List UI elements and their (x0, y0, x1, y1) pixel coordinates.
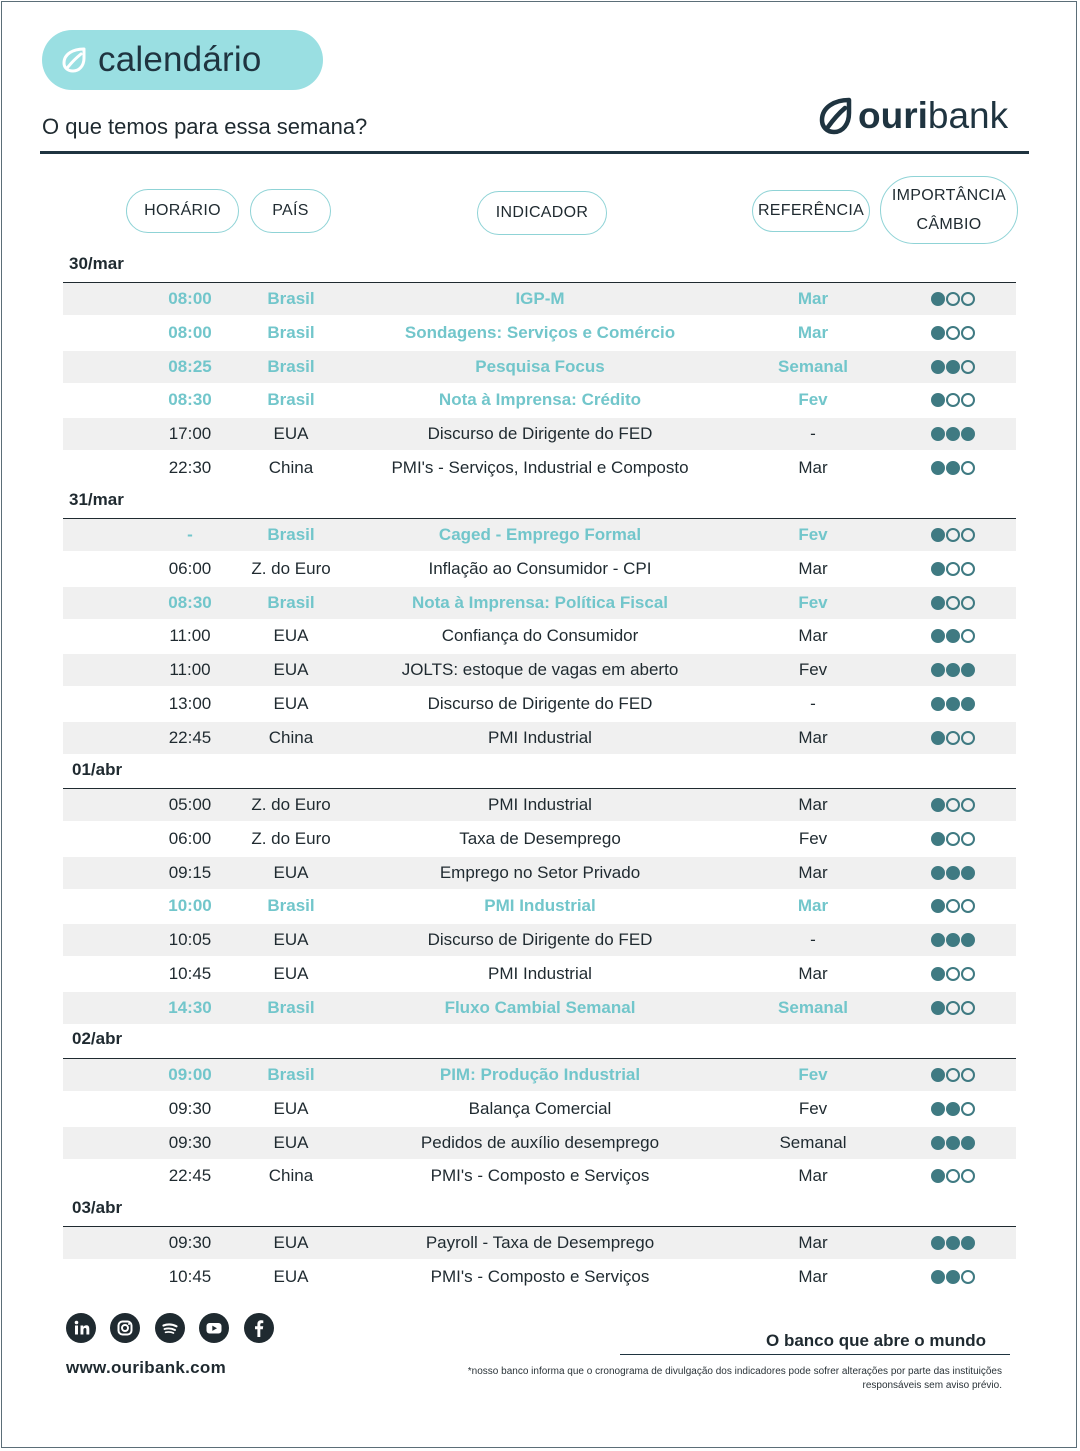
column-header-importance-line1: IMPORTÂNCIA (891, 187, 1007, 204)
header-divider (40, 151, 1029, 154)
row-indicator: Discurso de Dirigente do FED (427, 424, 653, 444)
importance-dot-filled (946, 427, 960, 441)
row-indicator: Discurso de Dirigente do FED (427, 930, 653, 950)
linkedin-icon[interactable] (66, 1313, 96, 1343)
table-row (63, 1127, 1016, 1159)
importance-dot-filled (946, 933, 960, 947)
importance-dot-filled (961, 1236, 975, 1250)
table-row (63, 317, 1016, 349)
table-row (63, 519, 1016, 551)
importance-dot-empty (961, 899, 975, 913)
table-row (63, 1160, 1016, 1192)
row-country: Z. do Euro (251, 558, 331, 578)
importance-rating (923, 1261, 983, 1293)
row-country: Brasil (267, 525, 315, 544)
importance-rating (923, 384, 983, 416)
row-reference: Fev (798, 828, 828, 848)
importance-dot-empty (946, 1001, 960, 1015)
disclaimer-line2: responsáveis sem aviso prévio. (862, 1380, 1002, 1391)
row-reference: Fev (798, 1065, 828, 1084)
row-country: EUA (273, 626, 309, 646)
importance-dot-filled (961, 1136, 975, 1150)
row-country: EUA (273, 964, 309, 983)
importance-dot-empty (961, 1270, 975, 1284)
column-header-time: HORÁRIO (126, 189, 239, 233)
importance-dot-empty (946, 798, 960, 812)
importance-rating (923, 1059, 983, 1091)
column-header-importance (880, 176, 1018, 244)
row-time: 22:30 (168, 458, 212, 477)
importance-rating (923, 823, 983, 855)
table-row (63, 992, 1016, 1024)
row-reference: Mar (797, 289, 829, 308)
importance-rating (923, 418, 983, 450)
row-country: EUA (273, 1266, 309, 1286)
row-time: 14:30 (168, 997, 212, 1017)
row-time: 05:00 (168, 795, 212, 814)
importance-rating (923, 283, 983, 315)
importance-dot-filled (931, 1236, 945, 1250)
importance-dot-empty (961, 1169, 975, 1183)
table-row (63, 823, 1016, 855)
row-country: EUA (273, 1098, 309, 1118)
importance-dot-empty (946, 832, 960, 846)
row-indicator: PMI Industrial (488, 964, 592, 983)
row-reference: Semanal (778, 997, 848, 1017)
row-time: 08:30 (168, 592, 212, 612)
importance-dot-empty (946, 393, 960, 407)
spotify-icon[interactable] (155, 1313, 185, 1343)
importance-rating (923, 992, 983, 1024)
importance-dot-filled (931, 697, 945, 711)
table-row (63, 1227, 1016, 1259)
row-country: EUA (273, 1132, 309, 1152)
table-row (63, 620, 1016, 652)
row-country: Brasil (267, 1065, 315, 1084)
row-reference: Mar (797, 322, 829, 342)
row-reference: Semanal (779, 1132, 847, 1152)
row-country: Brasil (267, 356, 315, 376)
row-time: 06:00 (168, 558, 212, 578)
day-label: 02/abr (72, 1029, 123, 1048)
importance-dot-filled (931, 461, 945, 475)
importance-rating (923, 351, 983, 383)
row-reference: Fev (798, 660, 828, 680)
row-indicator: PMI's - Serviços, Industrial e Composto (391, 458, 689, 477)
row-country: Brasil (267, 592, 315, 612)
importance-dot-filled (946, 1270, 960, 1284)
row-time: - (187, 525, 193, 544)
instagram-icon[interactable] (110, 1313, 140, 1343)
table-row (63, 418, 1016, 450)
table-row (63, 351, 1016, 383)
importance-rating (923, 553, 983, 585)
row-country: China (268, 458, 314, 477)
row-country: Brasil (267, 289, 315, 308)
row-reference: - (810, 424, 816, 444)
row-indicator: Taxa de Desemprego (459, 828, 621, 848)
brand-name-bold: ouri (858, 95, 928, 136)
row-indicator: PMI Industrial (488, 795, 592, 814)
importance-dot-empty (961, 596, 975, 610)
row-time: 08:30 (168, 390, 212, 410)
importance-dot-filled (931, 663, 945, 677)
row-indicator: Fluxo Cambial Semanal (444, 997, 636, 1017)
table-row (63, 722, 1016, 754)
row-time: 08:25 (168, 356, 212, 376)
importance-dot-filled (961, 866, 975, 880)
importance-rating (923, 519, 983, 551)
row-time: 13:00 (168, 694, 212, 713)
importance-rating (923, 587, 983, 619)
table-row (63, 384, 1016, 416)
importance-dot-filled (931, 326, 945, 340)
importance-dot-filled (946, 1136, 960, 1150)
importance-dot-empty (946, 1068, 960, 1082)
importance-rating (923, 890, 983, 922)
row-country: Brasil (267, 322, 315, 342)
row-reference: Mar (798, 795, 828, 814)
importance-rating (923, 317, 983, 349)
row-time: 09:30 (168, 1233, 212, 1252)
row-indicator: Pedidos de auxílio desemprego (420, 1132, 660, 1152)
footer-divider (620, 1354, 1010, 1355)
importance-dot-filled (931, 731, 945, 745)
row-country: EUA (273, 694, 309, 713)
row-time: 06:00 (168, 828, 212, 848)
row-reference: Mar (798, 458, 828, 477)
importance-dot-empty (946, 292, 960, 306)
row-reference: Mar (798, 558, 828, 578)
row-time: 09:30 (168, 1132, 212, 1152)
brand-logo (816, 94, 1008, 138)
column-header-indicator: INDICADOR (477, 191, 607, 235)
importance-dot-filled (931, 596, 945, 610)
day-label: 03/abr (72, 1198, 123, 1217)
importance-dot-filled (946, 461, 960, 475)
importance-rating (923, 620, 983, 652)
row-reference: Fev (798, 1098, 828, 1118)
importance-rating (923, 722, 983, 754)
importance-dot-empty (946, 899, 960, 913)
row-time: 22:45 (168, 727, 212, 747)
row-reference: Mar (798, 964, 828, 983)
importance-dot-filled (931, 798, 945, 812)
importance-dot-filled (931, 360, 945, 374)
row-time: 11:00 (169, 660, 211, 680)
importance-dot-empty (946, 596, 960, 610)
importance-dot-empty (961, 393, 975, 407)
importance-dot-filled (931, 866, 945, 880)
importance-dot-empty (961, 326, 975, 340)
importance-dot-empty (961, 562, 975, 576)
ouribank-leaf-icon (816, 96, 856, 136)
importance-dot-filled (931, 899, 945, 913)
importance-dot-empty (961, 967, 975, 981)
importance-rating (923, 958, 983, 990)
row-indicator: Sondagens: Serviços e Comércio (404, 322, 676, 342)
importance-dot-filled (946, 697, 960, 711)
importance-dot-empty (961, 528, 975, 542)
importance-dot-filled (961, 663, 975, 677)
table-row (63, 924, 1016, 956)
importance-dot-empty (946, 1169, 960, 1183)
row-indicator: Payroll - Taxa de Desemprego (425, 1233, 655, 1252)
row-country: Z. do Euro (251, 828, 331, 848)
importance-dot-filled (931, 832, 945, 846)
importance-dot-empty (961, 292, 975, 306)
importance-dot-empty (946, 326, 960, 340)
importance-rating (923, 789, 983, 821)
row-indicator: Balança Comercial (468, 1098, 612, 1118)
table-row (63, 890, 1016, 922)
importance-dot-filled (931, 1001, 945, 1015)
row-time: 08:00 (168, 322, 212, 342)
table-row (63, 283, 1016, 315)
importance-dot-filled (946, 866, 960, 880)
day-label: 01/abr (72, 760, 123, 779)
row-reference: Fev (798, 525, 828, 544)
importance-dot-filled (961, 933, 975, 947)
row-indicator: PMI Industrial (488, 727, 592, 747)
row-reference: Mar (798, 626, 828, 646)
row-reference: Mar (798, 1266, 828, 1286)
importance-dot-empty (961, 798, 975, 812)
importance-rating (923, 452, 983, 484)
row-indicator: IGP-M (515, 289, 565, 308)
row-time: 10:45 (168, 964, 212, 983)
importance-dot-filled (931, 1068, 945, 1082)
table-row (63, 857, 1016, 889)
importance-dot-empty (961, 629, 975, 643)
row-indicator: PMI Industrial (484, 896, 596, 916)
importance-dot-filled (946, 663, 960, 677)
page-subtitle: O que temos para essa semana? (42, 114, 368, 139)
column-header-importance-line2: CÂMBIO (916, 216, 982, 233)
row-indicator: Nota à Imprensa: Política Fiscal (411, 592, 669, 612)
row-time: 09:30 (168, 1098, 212, 1118)
importance-dot-empty (961, 1102, 975, 1116)
row-country: EUA (273, 424, 309, 444)
row-reference: Fev (798, 592, 828, 612)
importance-dot-filled (931, 1136, 945, 1150)
website-link[interactable]: www.ouribank.com (66, 1358, 227, 1377)
importance-dot-filled (946, 629, 960, 643)
row-reference: - (810, 930, 816, 950)
row-indicator: Discurso de Dirigente do FED (427, 694, 653, 713)
table-row (63, 1261, 1016, 1293)
row-reference: Fev (798, 390, 828, 410)
importance-dot-filled (931, 393, 945, 407)
page-title: calendário (98, 40, 262, 79)
importance-rating (923, 1127, 983, 1159)
importance-rating (923, 1227, 983, 1259)
importance-dot-filled (931, 427, 945, 441)
row-time: 10:05 (168, 930, 212, 950)
row-country: China (268, 727, 314, 747)
row-country: Brasil (267, 390, 315, 410)
row-country: EUA (273, 862, 309, 882)
title-badge (42, 30, 323, 90)
table-row (63, 654, 1016, 686)
importance-dot-empty (961, 461, 975, 475)
row-indicator: PIM: Produção Industrial (439, 1065, 641, 1084)
importance-dot-empty (946, 731, 960, 745)
importance-dot-empty (961, 1001, 975, 1015)
importance-dot-filled (931, 1169, 945, 1183)
importance-dot-filled (946, 360, 960, 374)
row-reference: Mar (798, 1166, 828, 1186)
importance-dot-empty (961, 1068, 975, 1082)
importance-dot-empty (946, 562, 960, 576)
row-indicator: Inflação ao Consumidor - CPI (428, 558, 652, 578)
importance-dot-empty (946, 528, 960, 542)
row-indicator: Confiança do Consumidor (441, 626, 639, 646)
row-time: 11:00 (169, 626, 211, 646)
row-indicator: Emprego no Setor Privado (439, 862, 641, 882)
importance-dot-filled (931, 292, 945, 306)
importance-dot-empty (961, 832, 975, 846)
row-country: Brasil (267, 997, 315, 1017)
row-reference: Mar (798, 727, 828, 747)
importance-dot-filled (931, 1102, 945, 1116)
row-indicator: Caged - Emprego Formal (438, 525, 642, 544)
row-reference: Mar (798, 862, 828, 882)
row-time: 09:15 (168, 862, 212, 882)
importance-dot-filled (946, 1102, 960, 1116)
importance-dot-filled (961, 427, 975, 441)
row-reference: - (810, 694, 816, 713)
row-time: 08:00 (168, 289, 212, 308)
importance-dot-filled (931, 967, 945, 981)
column-header-reference: REFERÊNCIA (752, 190, 870, 232)
brand-name-light: bank (927, 95, 1009, 136)
importance-dot-filled (931, 562, 945, 576)
importance-dot-filled (946, 1236, 960, 1250)
row-reference: Mar (797, 896, 829, 916)
importance-rating (923, 654, 983, 686)
importance-dot-filled (931, 629, 945, 643)
disclaimer (362, 1365, 1002, 1393)
tagline: O banco que abre o mundo (766, 1331, 987, 1350)
youtube-icon[interactable] (199, 1313, 229, 1343)
importance-rating (923, 1093, 983, 1125)
table-row (63, 688, 1016, 720)
row-indicator: PMI's - Composto e Serviços (430, 1166, 650, 1186)
table-row (63, 1093, 1016, 1125)
table-row (63, 587, 1016, 619)
column-header-country: PAÍS (250, 189, 331, 233)
importance-rating (923, 1160, 983, 1192)
row-time: 22:45 (168, 1166, 212, 1186)
importance-dot-filled (961, 697, 975, 711)
row-reference: Mar (798, 1233, 828, 1252)
importance-rating (923, 857, 983, 889)
row-time: 10:45 (168, 1266, 212, 1286)
importance-dot-filled (931, 1270, 945, 1284)
table-row (63, 553, 1016, 585)
leaf-icon (58, 44, 90, 76)
row-indicator: Nota à Imprensa: Crédito (438, 390, 642, 410)
disclaimer-line1: *nosso banco informa que o cronograma de divulgação dos indicadores pode sofrer alterações por parte das instituições (467, 1366, 1002, 1377)
table-row (63, 1059, 1016, 1091)
row-time: 09:00 (168, 1065, 212, 1084)
row-country: EUA (273, 660, 309, 680)
importance-rating (923, 688, 983, 720)
row-country: Brasil (267, 896, 315, 916)
importance-dot-filled (931, 933, 945, 947)
row-time: 10:00 (168, 896, 212, 916)
day-label: 30/mar (69, 254, 124, 273)
row-country: EUA (273, 1233, 309, 1252)
importance-rating (923, 924, 983, 956)
table-row (63, 789, 1016, 821)
row-indicator: JOLTS: estoque de vagas em aberto (401, 660, 679, 680)
row-country: China (268, 1166, 314, 1186)
importance-dot-empty (946, 967, 960, 981)
table-row (63, 958, 1016, 990)
facebook-icon[interactable] (244, 1313, 274, 1343)
day-label: 31/mar (69, 490, 124, 509)
row-time: 17:00 (168, 424, 212, 444)
row-country: EUA (273, 930, 309, 950)
importance-dot-empty (961, 360, 975, 374)
importance-dot-filled (931, 528, 945, 542)
table-row (63, 452, 1016, 484)
importance-dot-empty (961, 731, 975, 745)
row-indicator: PMI's - Composto e Serviços (430, 1266, 650, 1286)
row-country: Z. do Euro (251, 795, 331, 814)
row-indicator: Pesquisa Focus (475, 356, 605, 376)
row-reference: Semanal (778, 356, 848, 376)
